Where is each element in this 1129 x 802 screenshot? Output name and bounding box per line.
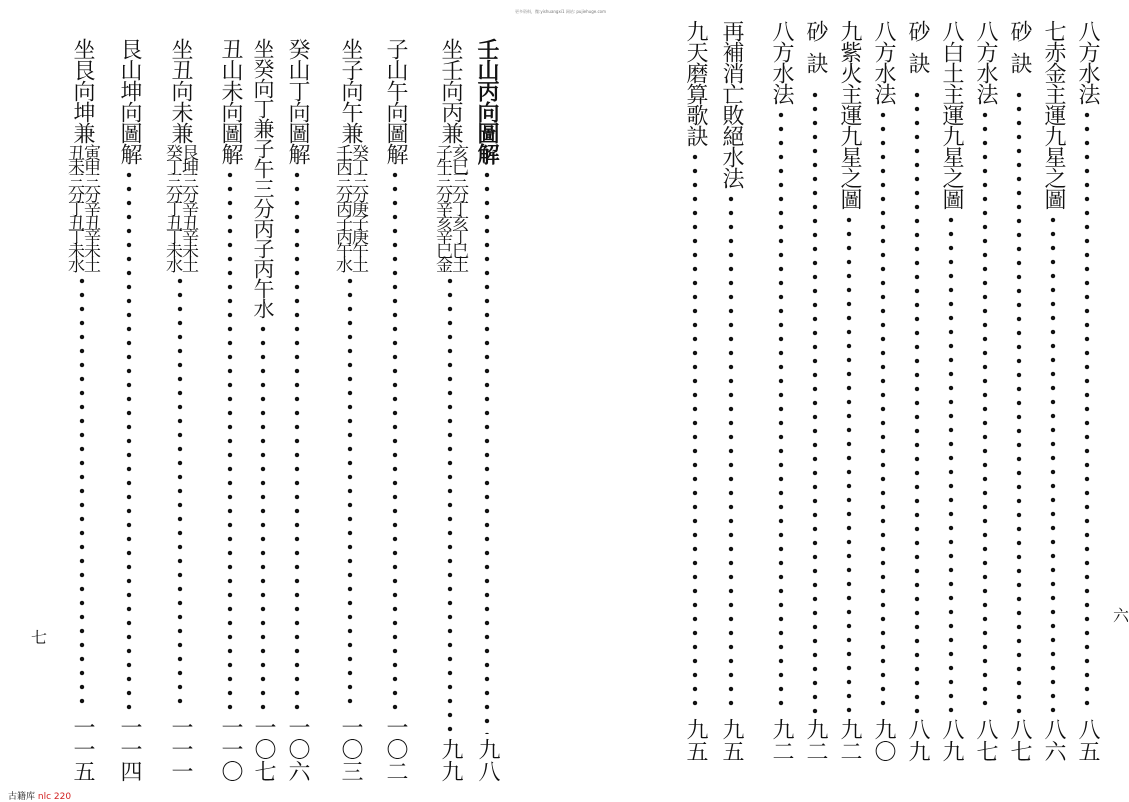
toc-entry-sha-jue-2: [900, 20, 934, 762]
toc-entry-title: 壬山丙向圖解: [474, 38, 500, 164]
toc-entry-title: 艮山坤向圖解: [117, 38, 142, 164]
toc-entry-jiuzi-huo: [832, 20, 866, 762]
toc-entry-page: 一〇二: [383, 716, 408, 782]
footer-logo-text: 古籍库: [8, 792, 36, 802]
leader-dots: [484, 168, 490, 734]
toc-entry-page: 九二: [769, 718, 794, 762]
toc-entry-sublines: [164, 144, 196, 270]
toc-entry-title: 砂訣: [803, 20, 828, 84]
leader-dots: [227, 168, 233, 712]
toc-entry-page: 八六: [1041, 718, 1066, 762]
leader-dots: [294, 168, 300, 712]
toc-entry-title: 八方水法: [973, 20, 998, 104]
leader-dots: [177, 274, 183, 712]
toc-entry-title: 八白土主運九星之圖: [939, 20, 964, 209]
toc-entry-title: 坐子向午兼: [338, 38, 363, 143]
toc-entry-zishan-wuxiang: [378, 38, 412, 782]
leader-dots: [347, 274, 353, 712]
toc-entry-page: 九〇: [871, 718, 896, 762]
toc-entry-page: 一一四: [117, 716, 142, 782]
leader-dots: [728, 192, 734, 714]
footer-logo: [8, 789, 71, 802]
toc-entry-title: 九紫火主運九星之圖: [837, 20, 862, 209]
toc-entry-subline-right: 丑未三分丁丑丁未水: [64, 144, 84, 270]
toc-entry-bafang-shuifa-3: [866, 20, 900, 762]
leader-dots: [692, 150, 698, 714]
toc-entry-title: 砂訣: [905, 20, 930, 84]
toc-entry-page: 八五: [1075, 718, 1100, 762]
toc-entry-title: 坐癸向丁兼子午三分丙子丙午水: [251, 38, 275, 318]
left-page-number: 七: [31, 628, 48, 647]
toc-entry-jiutian-mosuan: [678, 20, 712, 762]
toc-entry-title: 七赤金主運九星之圖: [1041, 20, 1066, 209]
toc-entry-page: 一一五: [70, 716, 95, 782]
toc-entry-title: 坐丑向未兼: [168, 38, 193, 143]
toc-entry-sublines: [334, 144, 366, 270]
leader-dots: [778, 108, 784, 714]
leader-dots: [1050, 213, 1056, 714]
toc-entry-page: 八七: [973, 718, 998, 762]
toc-entry-qichi-jin: [1036, 20, 1070, 762]
toc-entry-page: 八九: [939, 718, 964, 762]
toc-entry-title: 再補消亡敗絕水法: [719, 20, 744, 188]
toc-entry-zuogen-xiangkun-jian: [62, 38, 102, 782]
toc-entry-choushan-weixiang: [213, 38, 247, 782]
toc-entry-sha-jue-3: [798, 20, 832, 762]
toc-entry-title: 八方水法: [1075, 20, 1100, 104]
toc-entry-page: 一〇六: [285, 716, 310, 782]
toc-entry-renshan-bingxiang: [470, 38, 504, 782]
toc-entry-subline-left: 亥巳三分丁亥丁巳土: [448, 144, 468, 270]
toc-entry-page: 一〇七: [251, 716, 276, 782]
toc-entry-page: 九九: [438, 738, 463, 782]
toc-entry-bafang-shuifa-2: [968, 20, 1002, 762]
toc-entry-zuogui-xiangding-jian: [246, 38, 280, 782]
toc-entry-bafang-shuifa-1: [1070, 20, 1104, 762]
toc-entry-title: 八方水法: [871, 20, 896, 104]
footer-logo-accent: nlc 220: [37, 792, 72, 802]
toc-entry-subline-right: 子午三分辛亥辛巳金: [432, 144, 452, 270]
toc-entry-title: 坐壬向丙兼: [438, 38, 463, 143]
toc-entry-page: 九二: [803, 718, 828, 762]
right-page-number: 六: [1113, 606, 1129, 625]
leader-dots: [914, 88, 920, 714]
toc-entry-zuozi-xiangwu-jian: [330, 38, 370, 782]
toc-entry-page: 一一一: [168, 716, 193, 782]
toc-entry-page: 八七: [1007, 718, 1032, 762]
toc-entry-subline-left: 寅申三分辛丑辛未土: [80, 144, 100, 270]
toc-entry-bafang-shuifa-4: [764, 20, 798, 762]
toc-entry-guishan-dingxiang: [280, 38, 314, 782]
leader-dots: [126, 168, 132, 712]
leader-dots: [260, 322, 266, 712]
leader-dots: [880, 108, 886, 714]
toc-entry-page: 一一〇: [218, 716, 243, 782]
toc-entry-page: 九二: [837, 718, 862, 762]
leader-dots: [79, 274, 85, 712]
toc-entry-title: 坐艮向坤兼: [70, 38, 95, 143]
toc-entry-sublines: [66, 144, 98, 270]
leader-dots: [392, 168, 398, 712]
leader-dots: [812, 88, 818, 714]
toc-entry-title: 砂訣: [1007, 20, 1032, 84]
top-watermark-note: 更多资料，微:yishuangxi1 网站: pujiehuge.com: [514, 9, 607, 14]
toc-entry-title: 癸山丁向圖解: [285, 38, 310, 164]
toc-entry-zaibu-xiaowang: [714, 20, 748, 762]
toc-entry-subline-left: 癸丁三分庚子庚午土: [348, 144, 368, 270]
toc-entry-page: 八九: [905, 718, 930, 762]
toc-entry-page: 一〇三: [338, 716, 363, 782]
leader-dots: [1084, 108, 1090, 714]
toc-entry-page: 九五: [719, 718, 744, 762]
toc-entry-page: 九八: [475, 738, 500, 782]
toc-entry-babai-tu: [934, 20, 968, 762]
toc-entry-title: 八方水法: [769, 20, 794, 104]
toc-entry-title: 子山午向圖解: [383, 38, 408, 164]
toc-entry-subline-right: 癸丁三分丁丑丁未水: [162, 144, 182, 270]
toc-entry-title: 丑山未向圖解: [218, 38, 243, 164]
leader-dots: [1016, 88, 1022, 714]
toc-entry-zuochou-xiangwei-jian: [160, 38, 200, 782]
leader-dots: [948, 213, 954, 714]
toc-entry-page: 九五: [683, 718, 708, 762]
leader-dots: [846, 213, 852, 714]
toc-entry-sha-jue-1: [1002, 20, 1036, 762]
toc-entry-title: 九天磨算歌訣: [683, 20, 708, 146]
leader-dots: [982, 108, 988, 714]
toc-entry-sublines: [434, 144, 466, 270]
toc-entry-zuoren-xiangbing-jian: [430, 38, 470, 782]
toc-entry-subline-left: 艮坤三分辛丑辛未土: [178, 144, 198, 270]
toc-entry-genshan-kunxiang: [112, 38, 146, 782]
leader-dots: [447, 274, 453, 734]
toc-entry-subline-right: 壬丙三分丙子丙午水: [332, 144, 352, 270]
